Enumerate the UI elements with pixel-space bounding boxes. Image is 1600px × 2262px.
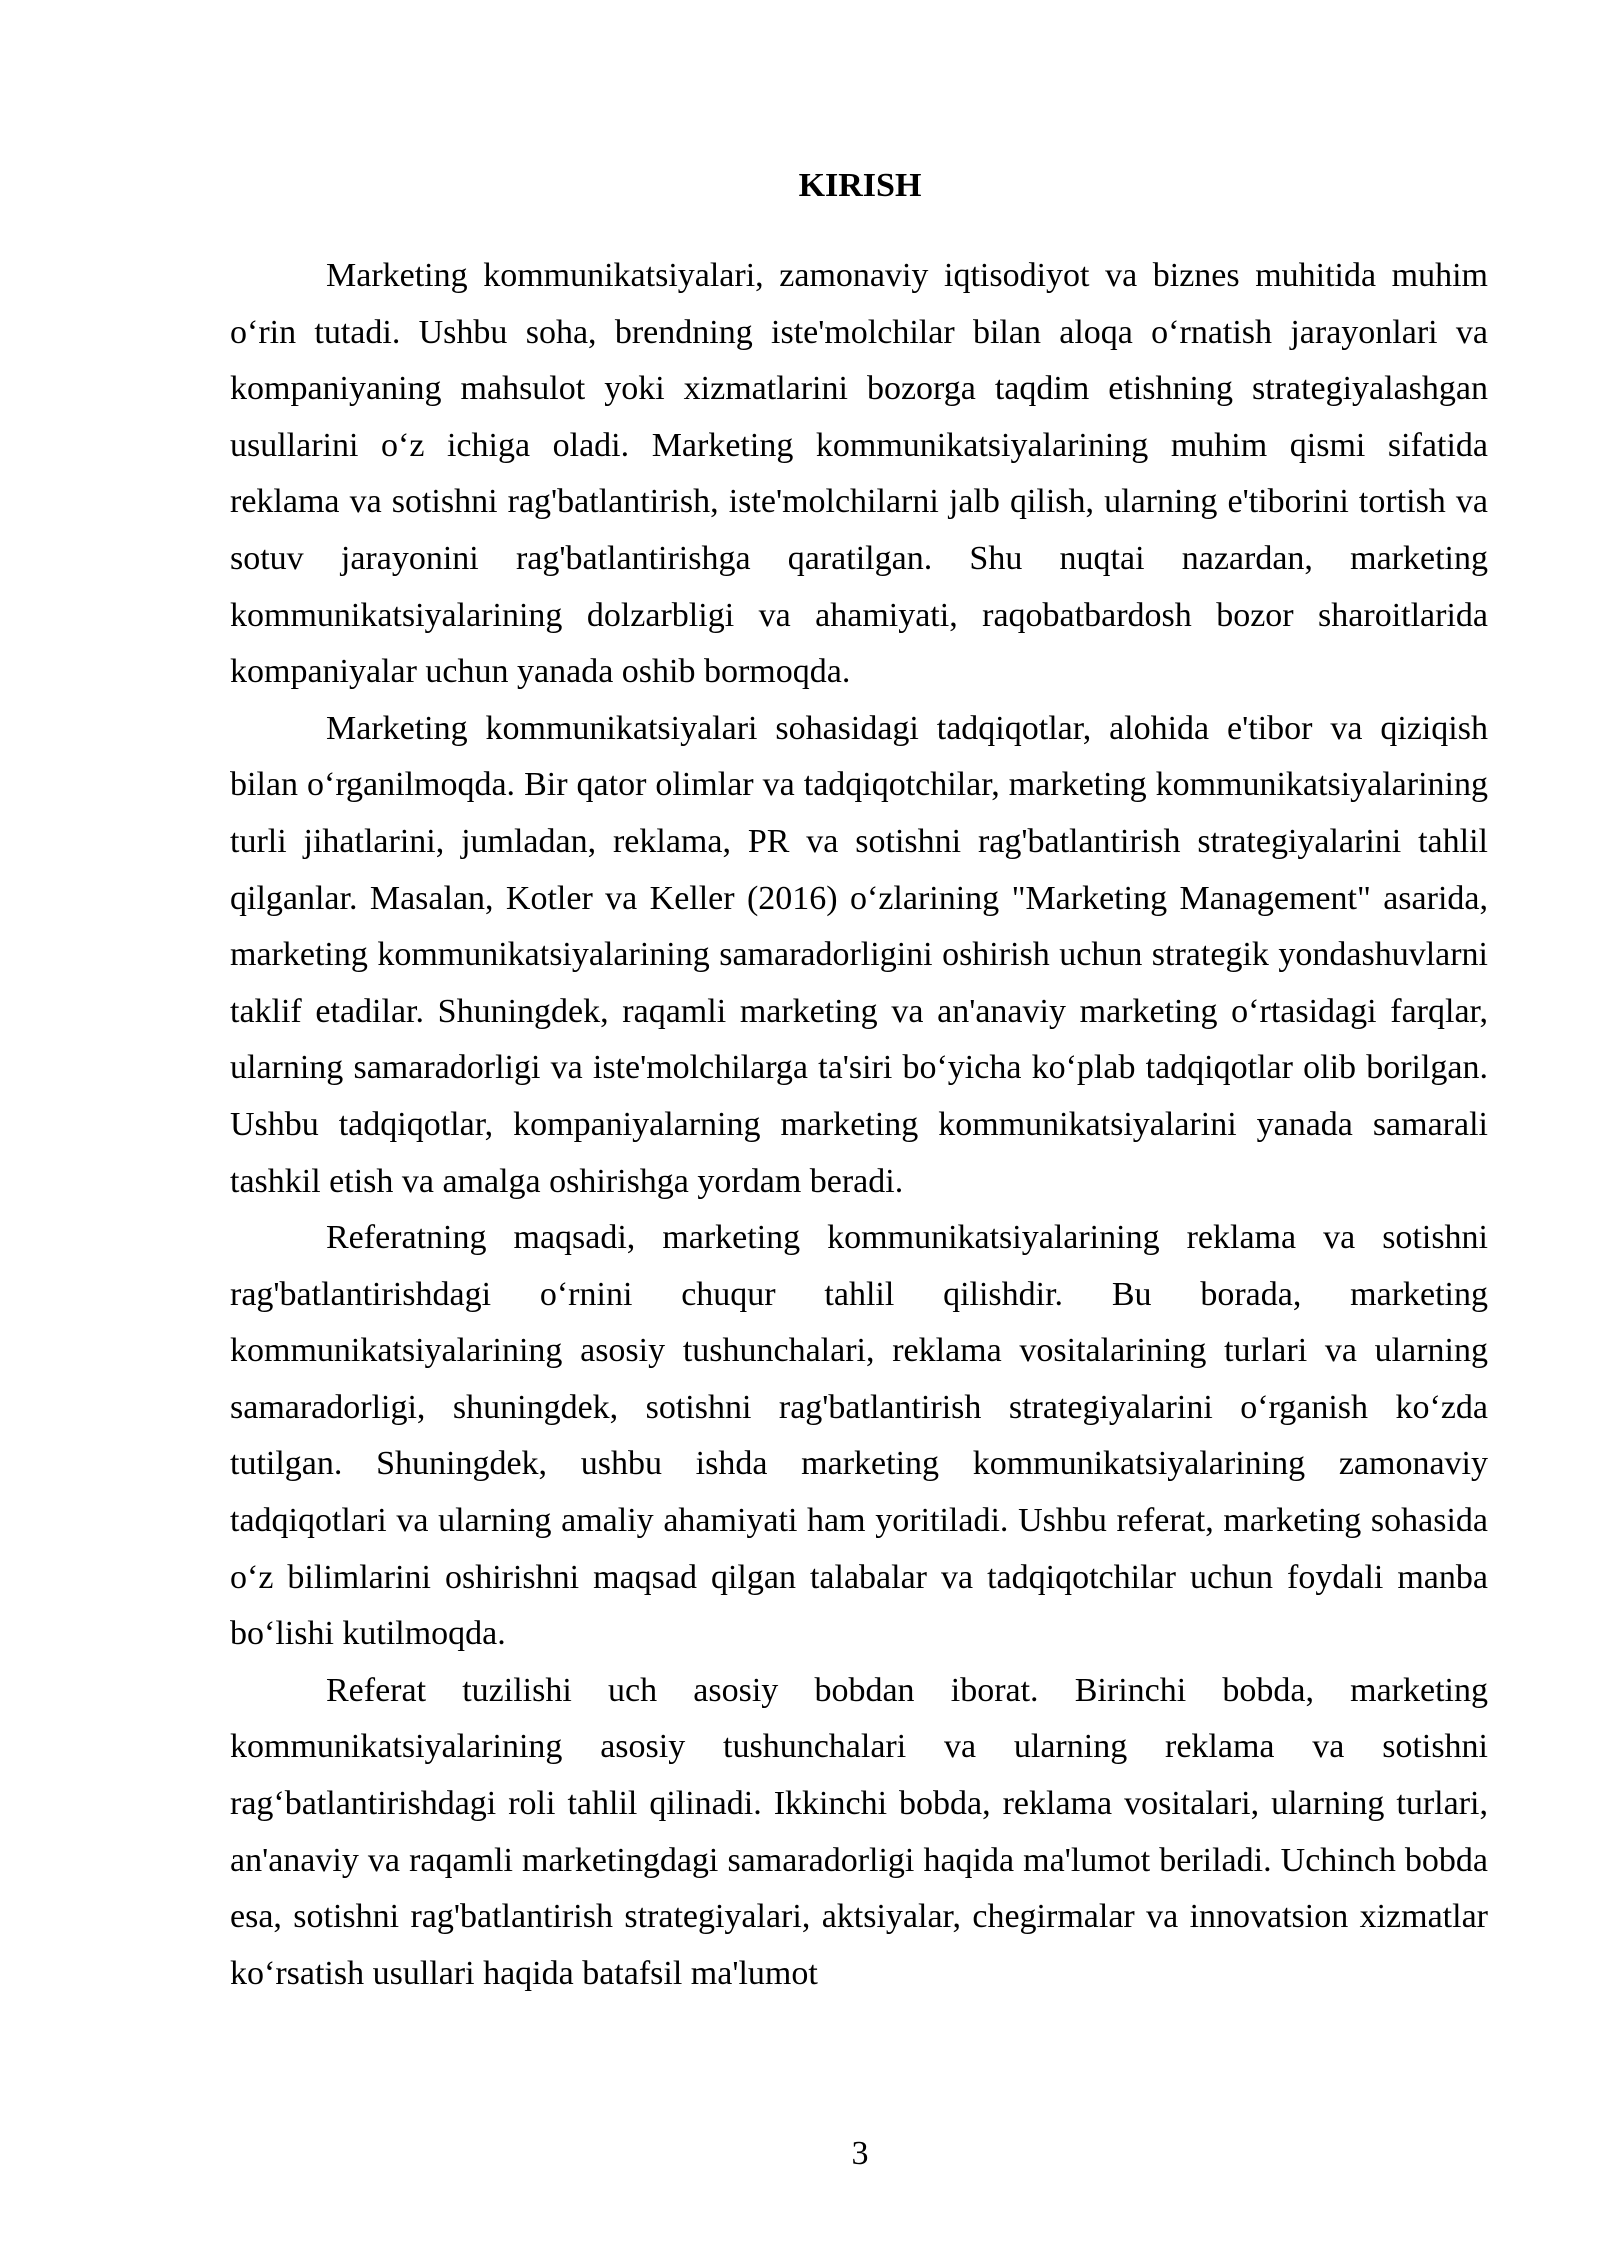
page-title: KIRISH <box>798 167 922 204</box>
page-number: 3 <box>851 2135 869 2172</box>
paragraph-2: Marketing kommunikatsiyalari sohasidagi tadqiqotlar, alohida e'tibor va qiziqish bilan o‘rganilmoqda. Bir qator olimlar va tadqiqotchilar, marketing kommunikatsiyalarining turli jihatlarini, jumladan, reklama, PR va sotishni rag'batlantirish strategiyalarini tahlil qilganlar. Masalan, Kotler va Keller (2016) o‘zlarining "Marketing Management" asarida, marketing kommunikatsiyalarining samaradorligini oshirish uchun strategik yondashuvlarni taklif etadilar. Shuningdek, raqamli marketing va an'anaviy marketing o‘rtasidagi farqlar, ularning samaradorligi va iste'molchilarga ta'siri bo‘yicha ko‘plab tadqiqotlar olib borilgan. Ushbu tadqiqotlar, kompaniyalarning marketing kommunikatsiyalarini yanada samarali tashkil etish va amalga oshirishga yordam beradi. <box>230 709 1488 1200</box>
document-body <box>230 248 1488 2002</box>
paragraph-3: Referatning maqsadi, marketing kommunikatsiyalarining reklama va sotishni rag'batlantirishdagi o‘rnini chuqur tahlil qilishdir. Bu borada, marketing kommunikatsiyalarining asosiy tushunchalari, reklama vositalarining turlari va ularning samaradorligi, shuningdek, sotishni rag'batlantirish strategiyalarini o‘rganish ko‘zda tutilgan. Shuningdek, ushbu ishda marketing kommunikatsiyalarining zamonaviy tadqiqotlari va ularning amaliy ahamiyati ham yoritiladi. Ushbu referat, marketing sohasida o‘z bilimlarini oshirishni maqsad qilgan talabalar va tadqiqotchilar uchun foydali manba bo‘lishi kutilmoqda. <box>230 1219 1488 1653</box>
paragraph-1: Marketing kommunikatsiyalari, zamonaviy iqtisodiyot va biznes muhitida muhim o‘rin tutadi. Ushbu soha, brendning iste'molchilar bilan aloqa o‘rnatish jarayonlari va kompaniyaning mahsulot yoki xizmatlarini bozorga taqdim etishning strategiyalashgan usullarini o‘z ichiga oladi. Marketing kommunikatsiyalarining muhim qismi sifatida reklama va sotishni rag'batlantirish, iste'molchilarni jalb qilish, ularning e'tiborini tortish va sotuv jarayonini rag'batlantirishga qaratilgan. Shu nuqtai nazardan, marketing kommunikatsiyalarining dolzarbligi va ahamiyati, raqobatbardosh bozor sharoitlarida kompaniyalar uchun yanada oshib bormoqda. <box>230 257 1488 691</box>
paragraph-4: Referat tuzilishi uch asosiy bobdan iborat. Birinchi bobda, marketing kommunikatsiyalarining asosiy tushunchalari va ularning reklama va sotishni rag‘batlantirishdagi roli tahlil qilinadi. Ikkinchi bobda, reklama vositalari, ularning turlari, an'anaviy va raqamli marketingdagi samaradorligi haqida ma'lumot beriladi. Uchinch bobda esa, sotishni rag'batlantirish strategiyalari, aktsiyalar, chegirmalar va innovatsion xizmatlar ko‘rsatish usullari haqida batafsil ma'lumot <box>230 1671 1488 1992</box>
